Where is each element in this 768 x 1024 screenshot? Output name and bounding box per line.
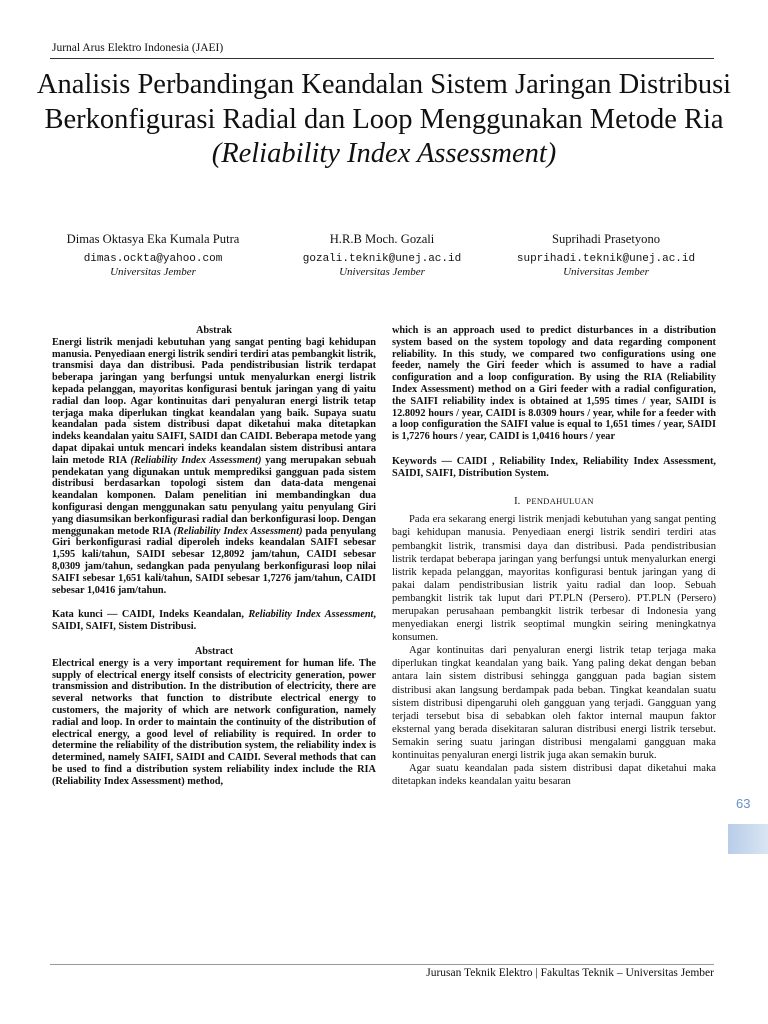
abstract-text-continued: which is an approach used to predict disturbances in a distribution system based on the system topology and data regarding component reliability. In this study, we compared two configurations using one feeder, namely the Giri feeder which is assumed to have a radial configuration and a loop configuration. By using the RIA (Reliability Index Assessment) method on a Giri feeder with a radial configuration, the SAIFI reliability index is obtained at 1,595 times / year, SAIDI is 12.8092 hours / year, CAIDI is 8.0309 hours / year, while for a feeder with a loop configuration the SAIFI value is equal to 1,651 times / year, SAIDI is 1,7276 hours / year, CAIDI is 1,0416 hours / year bbox=[392, 325, 716, 443]
page-number: 63 bbox=[736, 796, 751, 811]
author-email[interactable]: suprihadi.teknik@unej.ac.id bbox=[516, 253, 696, 265]
title-italic: (Reliability Index Assessment) bbox=[211, 138, 557, 169]
abstrak-heading: Abstrak bbox=[195, 325, 233, 336]
header-rule bbox=[50, 58, 714, 59]
section-title: PENDAHULUAN bbox=[526, 495, 594, 506]
page-edge-tab bbox=[728, 824, 768, 854]
kata-kunci-part: , SAIDI, SAIFI, Sistem Distribusi. bbox=[52, 609, 376, 633]
author-name: H.R.B Moch. Gozali bbox=[329, 232, 435, 246]
right-column bbox=[392, 325, 716, 788]
author-affiliation: Universitas Jember bbox=[110, 266, 196, 278]
author-email[interactable]: dimas.ockta@yahoo.com bbox=[83, 253, 223, 265]
author-name: Dimas Oktasya Eka Kumala Putra bbox=[66, 232, 240, 246]
abstrak-text-part: yang merupakan sebuah pendekatan yang digunakan untuk memprediksi gangguan pada sistem distribusi berdasarkan topologi sistem dan data-data mengenai keandalan komponen. Dalam penelitian ini membandingkan dua konfigurasi dengan menggunakan satu penyulang yaitu penyulang Giri yang diasumsikan berkonfigurasi radial dan berkonfigurasi loop. Dengan menggunakan metode RIA bbox=[52, 454, 376, 537]
author-name: Suprihadi Prasetyono bbox=[551, 232, 661, 246]
section-body bbox=[392, 513, 716, 788]
footer-dept: Jurusan Teknik Elektro bbox=[426, 967, 533, 979]
paper-title bbox=[30, 68, 738, 172]
body-paragraph: Pada era sekarang energi listrik menjadi kebutuhan yang sangat penting bagi kehidupan manusia. Penyediaan energi listrik sendiri terdiri atas pembangkit listrik, transmisi daya dan distribusi. Pada pendistribusian listrik terdapat beberapa jaringan yang berfungsi untuk menyalurkan energi listrik kepada pelanggan, mayoritas konfigurasi bentuk jaringan yang di pakai dalam pendistribusian listrik yaitu radial dan loop. Sebuah pembangkit listrik tak luput dari PT.PLN (Persero). PT.PLN (Persero) merupakan perusahaan pembangkit listrik terbesar di Indonesia yang menyediakan energi listrik seoptimal mungkin seiring meningkatnya konsumen. bbox=[392, 514, 716, 644]
section-number: I. bbox=[514, 495, 521, 507]
abstrak-text-italic: (Reliability Index Assessment) bbox=[173, 525, 303, 537]
journal-name: Jurnal Arus Elektro Indonesia (JAEI) bbox=[52, 42, 224, 54]
author-block bbox=[486, 231, 726, 279]
author-affiliation: Universitas Jember bbox=[339, 266, 425, 278]
footer-rule bbox=[50, 964, 714, 965]
abstract-text: Electrical energy is a very important requirement for human life. The supply of electrical energy itself consists of electricity generation, power transmission and distribution. In the distribution of electricity, there are several networks that function to distribute electrical energy to customers, the majority of which are network configuration, namely radial and loop. In order to maintain the continuity of the distribution of electrical energy, a good level of reliability is required. In order to determine the reliability of the distribution system, the reliability index is determined, namely SAIFI, SAIDI and CAIDI. Several methods that can be used to find a distribution system reliability index include the RIA (Reliability Index Assessment) method, bbox=[52, 657, 376, 787]
footer-separator: | bbox=[532, 967, 541, 979]
author-email[interactable]: gozali.teknik@unej.ac.id bbox=[302, 253, 462, 265]
abstract-heading: Abstract bbox=[194, 645, 234, 657]
body-paragraph: Agar kontinuitas dari penyaluran energi listrik tetap terjaga maka diperlukan tingkat keandalan yang baik. Yang paling dekat dengan beban antara lain sistem distribusi sehingga gangguan pada bagian sistem distribusi akan langsung berdampak pada beban. Tingkat keandalan suatu sistem distribusi dipengaruhi oleh gangguan yang terjadi. Gangguan yang terjadi tersebut bisa di sebabkan oleh faktor internal maupun faktor eksternal yang berada disekitaran saluran distribusi energi listrik tersebut. Semakin sering suatu jaringan distribusi mengalami gangguan maka kontinuitas penyaluran energi listrik juga akan semakin buruk. bbox=[392, 645, 716, 762]
kata-kunci bbox=[52, 609, 376, 633]
footer bbox=[426, 967, 714, 979]
kata-kunci-part: Kata kunci — CAIDI, Indeks Keandalan, bbox=[52, 609, 249, 621]
footer-university: Universitas Jember bbox=[625, 967, 714, 979]
section-heading bbox=[392, 496, 716, 508]
abstrak-text-italic: (Reliability Index Assessment) bbox=[130, 454, 262, 466]
kata-kunci-italic: Reliability Index Assessment bbox=[248, 609, 374, 621]
author-block bbox=[262, 231, 502, 279]
author-block bbox=[33, 231, 273, 279]
author-affiliation: Universitas Jember bbox=[563, 266, 649, 278]
left-column bbox=[52, 325, 376, 787]
footer-faculty: Fakultas Teknik bbox=[540, 967, 615, 979]
title-main: Analisis Perbandingan Keandalan Sistem Jaringan Distribusi Berkonfigurasi Radial dan Loop Menggunakan Metode Ria bbox=[36, 69, 732, 135]
abstrak-text-part: Energi listrik menjadi kebutuhan yang sangat penting bagi kehidupan manusia. Penyediaan energi listrik sendiri terdiri atas pembangkit listrik, transmisi daya dan distribusi. Pada pendistribusian listrik terdapat beberapa jaringan yang berfungsi untuk menyalurkan energi listrik kepada pelanggan, mayoritas konfigurasi bentuk jaringan yang di yaitu radial dan loop. Agar kontinuitas dari penyaluran energi listrik tetap terjaga maka diperlukan tingkat keandalan yang baik. Supaya suatu keandalan pada sistem distribusi dapat diketahui maka ditetapkan indeks keandalan yaitu SAIFI, SAIDI dan CAIDI. Beberapa metode yang dapat dipakai untuk mencari indeks keandalan sistem distribusi antara lain metode RIA bbox=[52, 336, 376, 466]
footer-separator: – bbox=[614, 967, 626, 979]
keywords: Keywords — CAIDI , Reliability Index, Reliability Index Assessment, SAIDI, SAIFI, Distribution System. bbox=[392, 455, 716, 479]
abstrak-text-part: pada penyulang Giri berkonfigurasi radial diperoleh indeks keandalan SAIFI sebesar 1,595 kali/tahun, SAIDI sebesar 12,8092 jam/tahun, CAIDI sebesar 8,0309 jam/tahun, sedangkan pada penyulang berkonfigurasi loop nilai SAIFI sebesar 1,651 kali/tahun, SAIDI sebesar 1,7276 jam/tahun, CAIDI sebesar 1,0416 jam/tahun. bbox=[52, 525, 376, 596]
body-paragraph: Agar suatu keandalan pada sistem distribusi dapat diketahui maka ditetapkan indeks keandalan yaitu besaran bbox=[392, 763, 716, 788]
abstrak-text bbox=[52, 337, 376, 597]
